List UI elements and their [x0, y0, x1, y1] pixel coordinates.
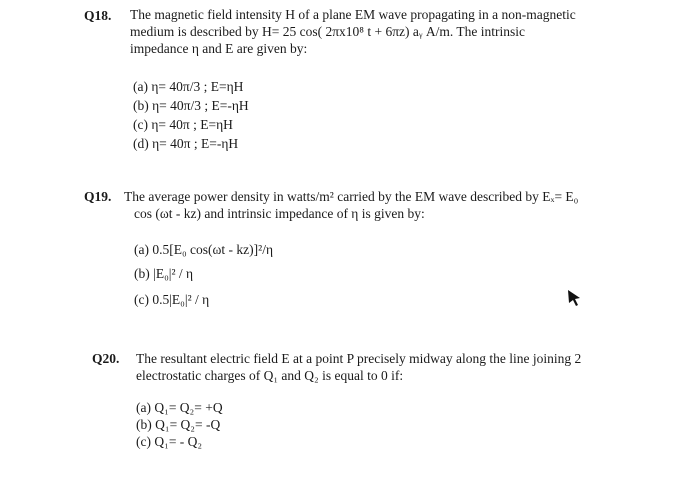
q18-option-a: (a) η= 40π/3 ; E=ηH — [133, 79, 244, 94]
q18-option-b: (b) η= 40π/3 ; E=-ηH — [133, 98, 249, 113]
q20-text-line1: The resultant electric field E at a point P precisely midway along the line joining 2 — [136, 351, 582, 366]
q20-option-c: (c) Q₁= - Q₂ — [136, 434, 203, 449]
q20-number: Q20. — [92, 351, 120, 366]
q18-option-c: (c) η= 40π ; E=ηH — [133, 117, 233, 132]
q18-option-d: (d) η= 40π ; E=-ηH — [133, 136, 239, 151]
q20-text-line2: electrostatic charges of Q₁ and Q₂ is equal to 0 if: — [136, 368, 404, 383]
q19-option-b: (b) |E₀|² / η — [134, 266, 194, 281]
q19-text-line1: The average power density in watts/m² carried by the EM wave described by Eₓ= E₀ — [124, 189, 579, 204]
q20-option-a: (a) Q₁= Q₂= +Q — [136, 400, 223, 415]
q18-text-line2: medium is described by H= 25 cos( 2πx10⁸ t + 6πz) aᵧ A/m. The intrinsic — [130, 24, 525, 39]
q18-text-line3: impedance η and E are given by: — [130, 41, 308, 56]
q18-text-line1: The magnetic field intensity H of a plane EM wave propagating in a non-magnetic — [130, 7, 576, 22]
q19-option-c: (c) 0.5|E₀|² / η — [134, 292, 210, 307]
mouse-pointer-icon — [566, 289, 582, 307]
q19-text-line2: cos (ωt - kz) and intrinsic impedance of η is given by: — [134, 206, 425, 221]
q19-option-a: (a) 0.5[E₀ cos(ωt - kz)]²/η — [134, 242, 274, 257]
q18-number: Q18. — [84, 8, 112, 23]
q20-option-b: (b) Q₁= Q₂= -Q — [136, 417, 221, 432]
q19-number: Q19. — [84, 189, 112, 204]
